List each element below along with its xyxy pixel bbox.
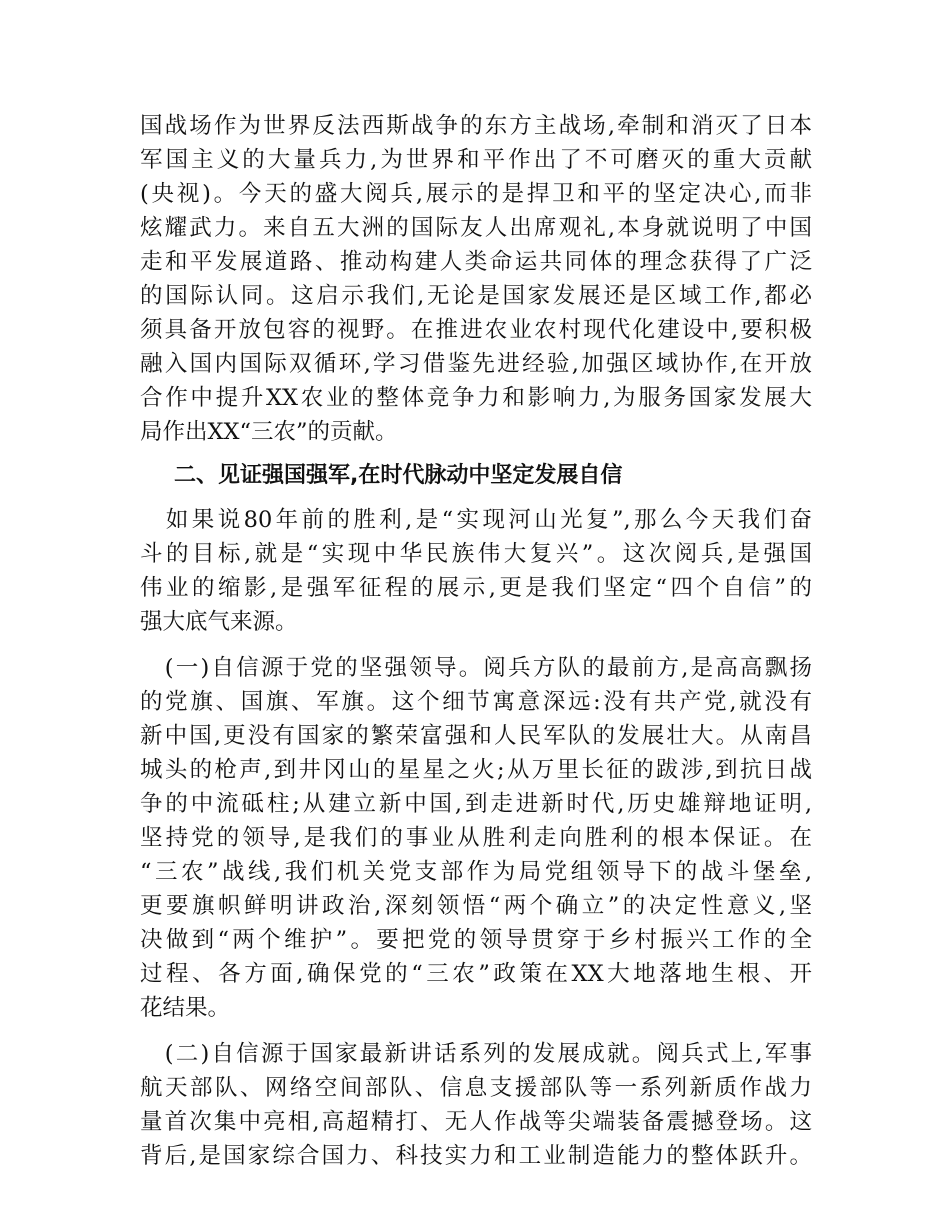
text-line: 量首次集中亮相,高超精打、无人作战等尖端装备震撼登场。这: [140, 1109, 812, 1135]
text-line: (二)自信源于国家最新讲话系列的发展成就。阅兵式上,军事: [140, 1041, 812, 1067]
text-line: 的国际认同。这启示我们,无论是国家发展还是区域工作,都必: [140, 283, 812, 309]
text-line: 背后,是国家综合国力、科技实力和工业制造能力的整体跃升。: [140, 1143, 812, 1169]
text-line: 争的中流砥柱;从建立新中国,到走进新时代,历史雄辩地证明,: [140, 791, 812, 817]
text-line: 伟业的缩影,是强军征程的展示,更是我们坚定“四个自信”的: [140, 575, 812, 601]
text-line: 坚持党的领导,是我们的事业从胜利走向胜利的根本保证。在: [140, 825, 812, 851]
text-line: 的党旗、国旗、军旗。这个细节寓意深远:没有共产党,就没有: [140, 689, 812, 715]
text-line: 如果说80年前的胜利,是“实现河山光复”,那么今天我们奋: [140, 507, 812, 533]
text-line: 新中国,更没有国家的繁荣富强和人民军队的发展壮大。从南昌: [140, 723, 812, 749]
text-line: 强大底气来源。: [140, 609, 298, 635]
text-line: 国战场作为世界反法西斯战争的东方主战场,牵制和消灭了日本: [140, 113, 812, 139]
text-line: 炫耀武力。来自五大洲的国际友人出席观礼,本身就说明了中国: [140, 215, 812, 241]
section-heading: 二、见证强国强军,在时代脉动中坚定发展自信: [174, 463, 623, 488]
text-line: 斗的目标,就是“实现中华民族伟大复兴”。这次阅兵,是强国: [140, 541, 812, 567]
text-line: 决做到“两个维护”。要把党的领导贯穿于乡村振兴工作的全: [140, 927, 812, 953]
paragraph-rejuvenation: [140, 503, 812, 639]
paragraph-development-achievements: [140, 1037, 812, 1173]
paragraph-peace-contribution: [140, 109, 812, 449]
text-line: 合作中提升XX农业的整体竞争力和影响力,为服务国家发展大: [140, 385, 812, 411]
text-line: 过程、各方面,确保党的“三农”政策在XX大地落地生根、开: [140, 961, 812, 987]
text-line: 局作出XX“三农”的贡献。: [140, 419, 398, 445]
text-line: 军国主义的大量兵力,为世界和平作出了不可磨灭的重大贡献: [140, 147, 812, 173]
text-line: (央视)。今天的盛大阅兵,展示的是捍卫和平的坚定决心,而非: [140, 181, 812, 207]
paragraph-party-leadership: [140, 651, 812, 1025]
text-line: 走和平发展道路、推动构建人类命运共同体的理念获得了广泛: [140, 249, 812, 275]
document-page: [140, 109, 812, 1173]
text-line: 城头的枪声,到井冈山的星星之火;从万里长征的跋涉,到抗日战: [140, 757, 812, 783]
text-line: “三农”战线,我们机关党支部作为局党组领导下的战斗堡垒,: [140, 859, 812, 885]
text-line: 航天部队、网络空间部队、信息支援部队等一系列新质作战力: [140, 1075, 812, 1101]
text-line: 须具备开放包容的视野。在推进农业农村现代化建设中,要积极: [140, 317, 812, 343]
text-line: (一)自信源于党的坚强领导。阅兵方队的最前方,是高高飘扬: [140, 655, 812, 681]
text-line: 融入国内国际双循环,学习借鉴先进经验,加强区域协作,在开放: [140, 351, 812, 377]
text-line: 更要旗帜鲜明讲政治,深刻领悟“两个确立”的决定性意义,坚: [140, 893, 812, 919]
text-line: 花结果。: [140, 995, 231, 1021]
